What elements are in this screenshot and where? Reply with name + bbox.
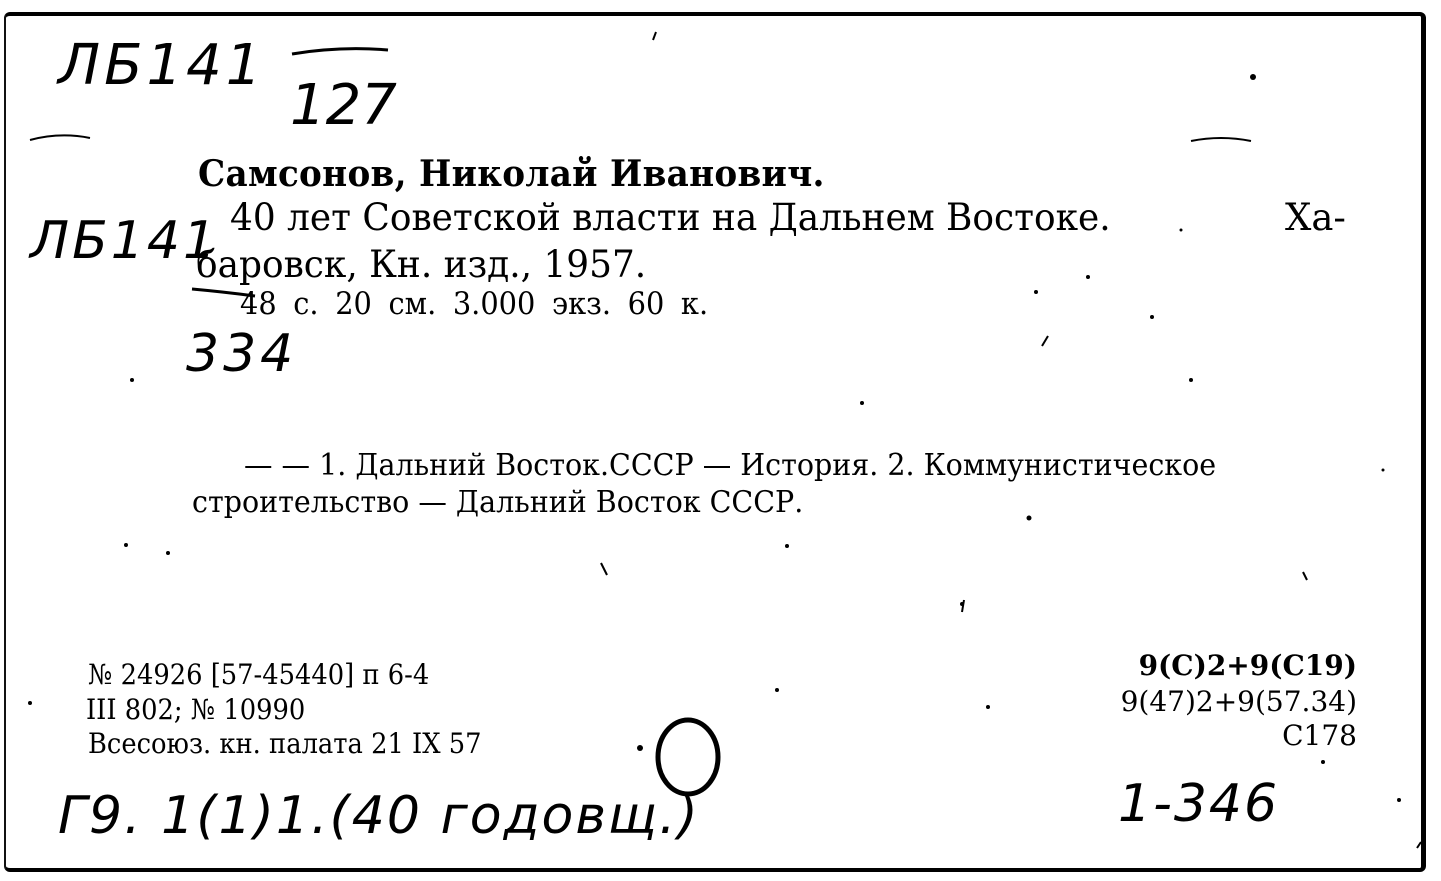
classification-index-2: 9(47)2+9(57.34) <box>1120 685 1357 718</box>
subject-headings-line-1: — — 1. Дальний Восток.СССР — История. 2. Коммунистическое <box>244 448 1217 483</box>
handwritten-note-bottom: Г9. 1(1)1.(40 годовщ.) <box>58 786 700 846</box>
author-heading: Самсонов, Николай Иванович. <box>198 153 825 195</box>
handwritten-shelfmark-top: ЛБ141 <box>58 33 266 98</box>
imprint-line: баровск, Кн. изд., 1957. <box>196 243 647 286</box>
handwritten-number-left: 334 <box>186 324 298 384</box>
underline-stroke <box>192 289 255 296</box>
collation-line: 48 с. 20 см. 3.000 экз. 60 к. <box>240 286 709 322</box>
fraction-bar-stroke <box>292 49 388 54</box>
handwritten-number-bottom-right: 1-346 <box>1118 774 1280 834</box>
chamber-date: Всесоюз. кн. палата 21 IX 57 <box>88 727 482 760</box>
author-mark: С178 <box>1282 719 1357 752</box>
order-number: III 802; № 10990 <box>86 693 306 726</box>
classification-index-1: 9(С)2+9(С19) <box>1138 649 1357 682</box>
handwritten-fraction-number: 127 <box>290 73 397 138</box>
handwritten-shelfmark-left: ЛБ141 <box>30 211 220 271</box>
book-title-hyphen-end: Ха- <box>1285 196 1346 239</box>
paper-dash-marks <box>30 32 1421 848</box>
registration-number: № 24926 [57-45440] п 6-4 <box>88 658 430 691</box>
handwritten-circle-mark <box>658 720 718 794</box>
paper-specks <box>28 74 1401 802</box>
subject-headings-line-2: строительство — Дальний Восток СССР. <box>192 485 804 520</box>
book-title: 40 лет Советской власти на Дальнем Востоке. <box>230 196 1111 239</box>
